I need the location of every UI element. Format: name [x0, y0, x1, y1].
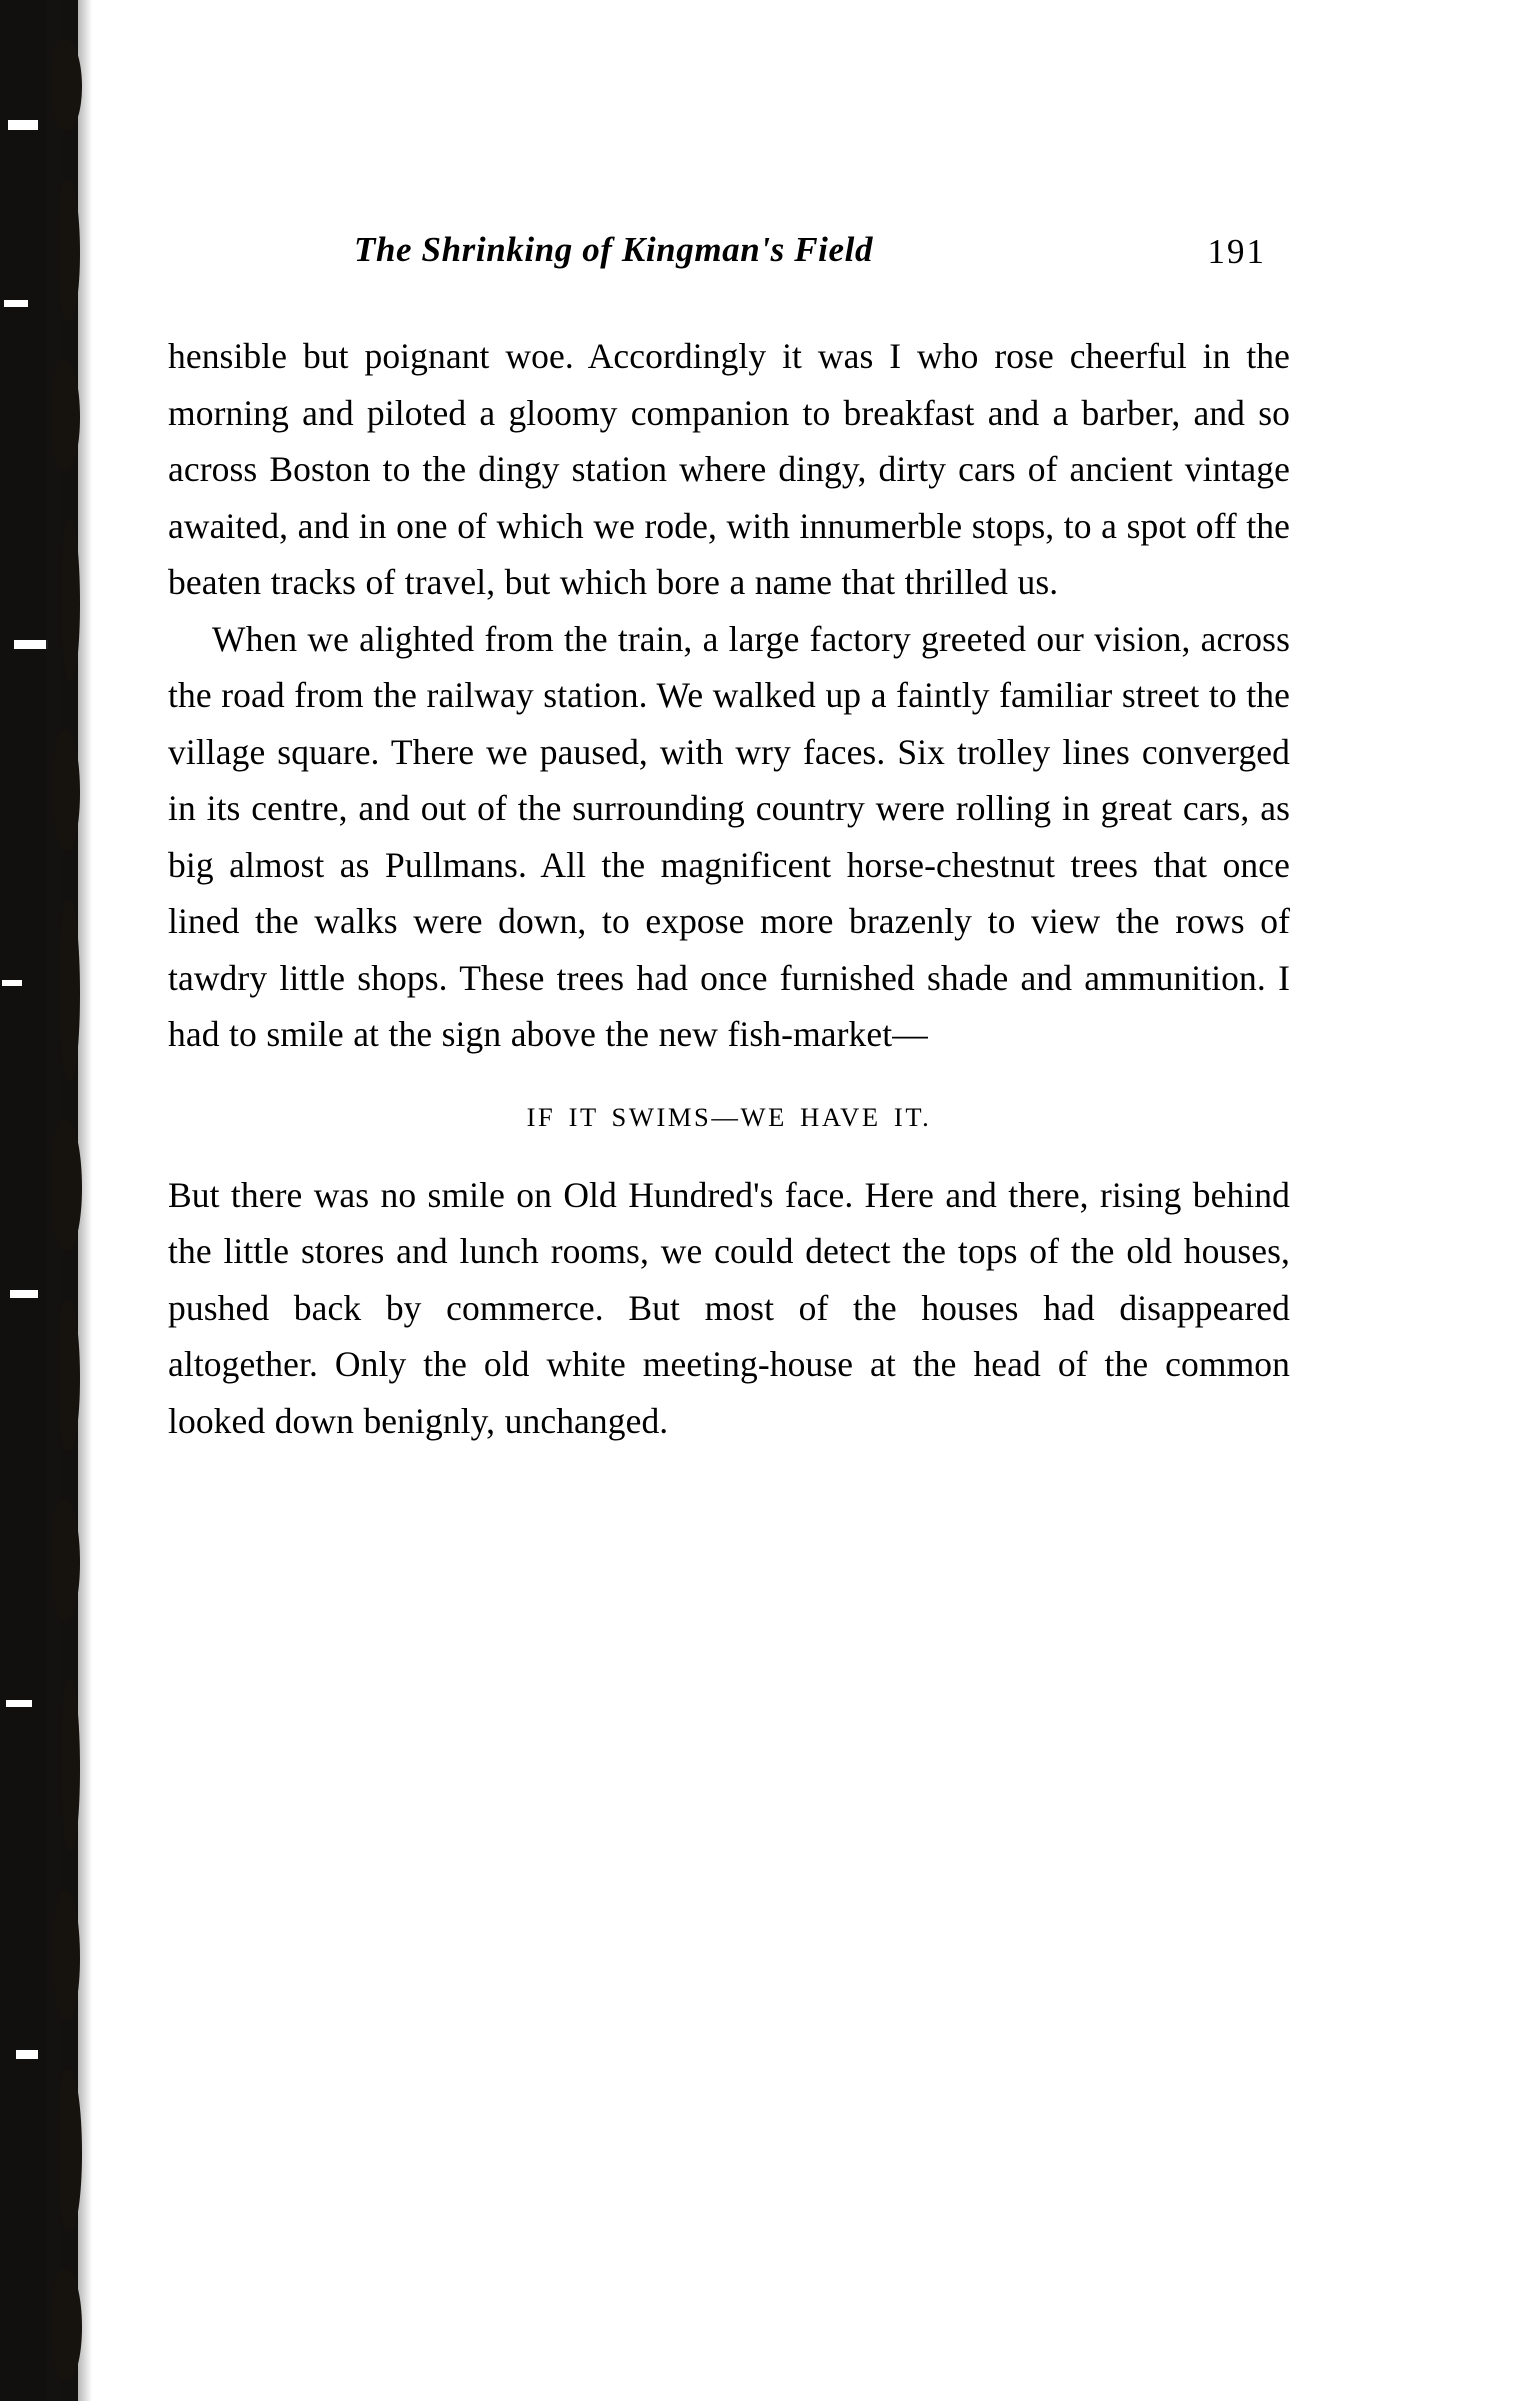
fish-market-sign-text: IF IT SWIMS—WE HAVE IT.	[526, 1101, 932, 1132]
running-head-title: The Shrinking of Kingman's Field	[354, 230, 874, 269]
scan-edge-flecks	[52, 0, 96, 2401]
paragraph-alighted: When we alighted from the train, a large factory greeted our vision, across the road from the railway station. We walked up a faintly familiar street to the village square. There we paused, with wry faces. Six trolley lines converged in its centre, and out of the surrounding country were rolling in great cars, as big almost as Pullmans. All the magnificent horse-chestnut trees that once lined the walks were down, to expose more brazenly to view the rows of tawdry little shops. These trees had once furnished shade and ammunition. I had to smile at the sign above the new fish-market—	[168, 618, 1290, 1054]
paragraph-continued: hensible but poignant woe. Accordingly it was I who rose cheerful in the morning and piloted a gloomy companion to breakfast and a barber, and so across Boston to the dingy station where dingy, dirty cars of ancient vintage awaited, and in one of which we rode, with innumerble stops, to a spot off the beaten tracks of travel, but which bore a name that thrilled us.	[168, 336, 1290, 602]
page-number: 191	[1207, 232, 1266, 271]
running-head	[168, 230, 1290, 302]
page-text-block	[168, 230, 1290, 1449]
paragraph-old-hundred: But there was no smile on Old Hundred's face. Here and there, rising behind the little stores and lunch rooms, we could detect the tops of the old houses, pushed back by commerce. But most of the houses had disappeared altogether. Only the old white meeting-house at the head of the common looked down benignly, unchanged.	[168, 1174, 1290, 1441]
